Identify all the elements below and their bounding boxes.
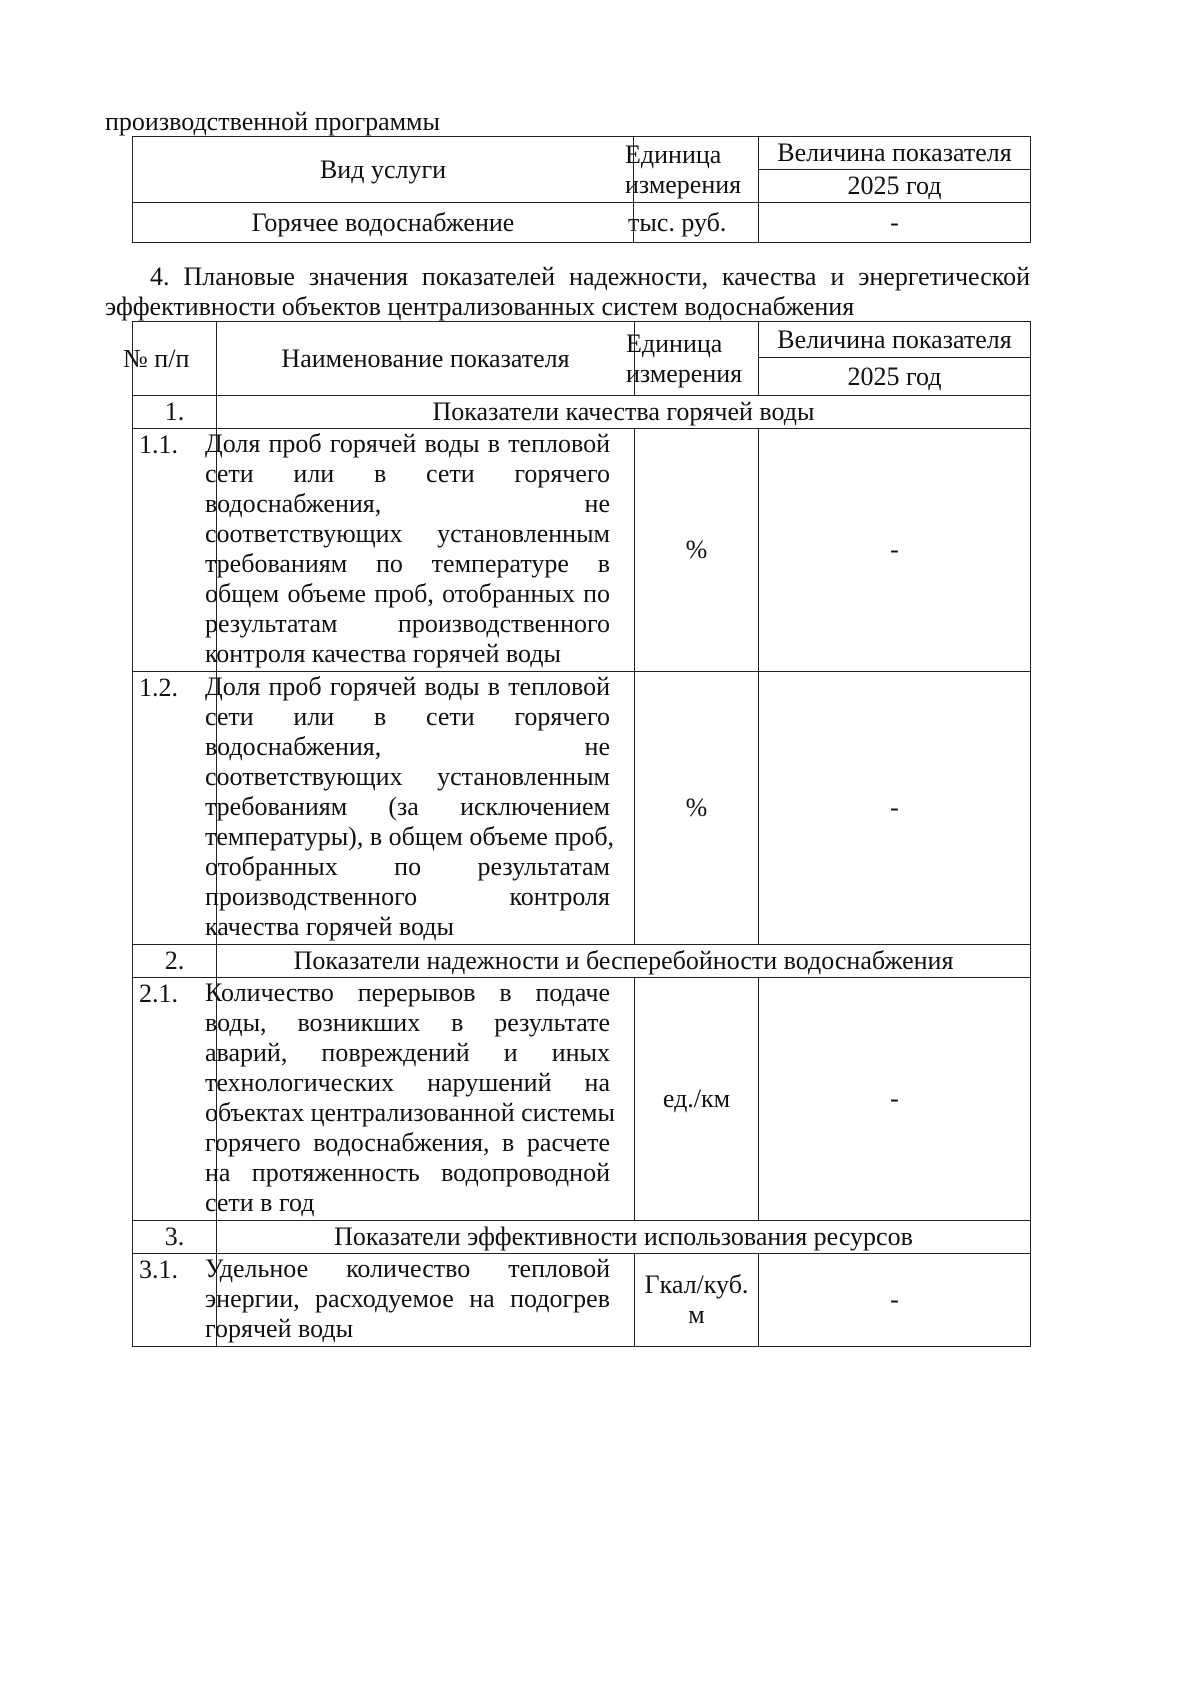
indicator-name-line: на протяженность водопроводной	[205, 1158, 610, 1187]
cell-unit	[628, 203, 759, 243]
group-title: Показатели качества горячей воды	[217, 396, 1031, 429]
indicator-number: 2.1.	[133, 978, 217, 1221]
indicator-name-line: отобранных по результатам	[205, 852, 610, 881]
group-number: 1.	[133, 396, 217, 429]
indicator-value: -	[759, 1254, 1031, 1347]
indicator-name-line: Доля проб горячей воды в тепловой	[205, 672, 610, 701]
indicator-name-line: требованиям по температуре в	[205, 549, 610, 578]
indicator-name-line: технологических нарушений на	[205, 1068, 610, 1097]
indicator-name-line: Доля проб горячей воды в тепловой	[205, 429, 610, 458]
indicator-name-line: температуры), в общем объеме проб,	[205, 822, 615, 851]
indicator-name-line: сети в год	[205, 1188, 315, 1217]
header-value: Величина показателя	[759, 322, 1031, 358]
header-unit-line1: Единица	[625, 139, 722, 169]
header-service: Вид услуги	[133, 137, 634, 203]
header-name: Наименование показателя	[217, 322, 635, 396]
indicators-table	[123, 321, 1031, 1347]
cell-service: Горячее водоснабжение	[133, 203, 634, 243]
indicator-name-line: сети или в сети горячего	[205, 459, 610, 488]
indicator-name-lines	[205, 978, 634, 1218]
indicator-name-lines	[205, 429, 634, 669]
indicator-row	[133, 978, 1031, 1221]
indicator-unit: ед./км	[635, 978, 759, 1221]
header-unit-line1: Единица	[626, 328, 723, 358]
indicator-name-line: соответствующих установленным	[205, 519, 610, 548]
indicator-name-line: результатам производственного	[205, 609, 610, 638]
indicator-name-line: аварий, повреждений и иных	[205, 1038, 610, 1067]
indicator-name-line: воды, возникших в результате	[205, 1008, 610, 1037]
cell-unit-text: тыс. руб.	[628, 207, 727, 237]
indicator-name-line: производственного контроля	[205, 882, 610, 911]
group-title: Показатели надежности и бесперебойности водоснабжения	[217, 945, 1031, 978]
header-year: 2025 год	[759, 358, 1031, 396]
indicator-name-line: общем объеме проб, отобранных по	[205, 579, 610, 608]
header-unit	[626, 322, 759, 396]
indicator-name-line: Количество перерывов в подаче	[205, 978, 610, 1007]
indicator-name-lines	[205, 672, 634, 942]
indicator-name	[205, 978, 635, 1221]
intro-text-tail: производственной программы	[105, 107, 440, 136]
indicator-name-line: качества горячей воды	[205, 912, 454, 941]
indicator-value: -	[759, 429, 1031, 672]
indicator-value: -	[759, 978, 1031, 1221]
indicator-row	[133, 672, 1031, 945]
indicator-number: 3.1.	[133, 1254, 217, 1347]
indicator-unit: %	[635, 672, 759, 945]
group-title: Показатели эффективности использования ресурсов	[217, 1221, 1031, 1254]
indicator-number: 1.2.	[133, 672, 217, 945]
group-row	[133, 945, 1031, 978]
section-4-line1: 4. Плановые значения показателей надежности, качества и энергетической	[150, 262, 1030, 291]
indicator-name	[205, 1254, 635, 1347]
indicator-name-line: горячей воды	[205, 1314, 354, 1343]
header-unit-line2: измерения	[626, 358, 743, 388]
header-unit	[625, 137, 759, 203]
indicator-name-line: водоснабжения, не	[205, 732, 610, 761]
indicator-name-line: водоснабжения, не	[205, 489, 610, 518]
header-unit-line2: измерения	[625, 169, 742, 199]
indicator-name-line: объектах централизованной системы	[205, 1098, 615, 1127]
indicator-name-line: соответствующих установленным	[205, 762, 610, 791]
indicator-name-line: требованиям (за исключением	[205, 792, 610, 821]
indicator-name-line: контроля качества горячей воды	[205, 639, 561, 668]
section-4-heading	[105, 262, 1030, 322]
header-value: Величина показателя	[759, 137, 1031, 170]
group-row	[133, 1221, 1031, 1254]
indicator-row	[133, 429, 1031, 672]
group-number: 3.	[133, 1221, 217, 1254]
group-number: 2.	[133, 945, 217, 978]
indicator-number: 1.1.	[133, 429, 217, 672]
indicators-body	[133, 396, 1031, 1347]
header-num	[123, 322, 217, 396]
indicator-name	[205, 672, 635, 945]
header-num-text: № п/п	[123, 343, 190, 373]
indicator-unit: Гкал/куб. м	[635, 1254, 759, 1347]
group-row	[133, 396, 1031, 429]
indicator-name	[205, 429, 635, 672]
indicator-name-line: энергии, расходуемое на подогрев	[205, 1284, 610, 1313]
indicator-name-line: горячего водоснабжения, в расчете	[205, 1128, 610, 1157]
production-program-table	[132, 136, 1031, 243]
indicator-name-line: Удельное количество тепловой	[205, 1254, 610, 1283]
indicator-unit: %	[635, 429, 759, 672]
cell-value: -	[759, 203, 1031, 243]
indicator-value: -	[759, 672, 1031, 945]
header-year: 2025 год	[759, 170, 1031, 203]
indicator-name-lines	[205, 1254, 634, 1344]
indicator-name-line: сети или в сети горячего	[205, 702, 610, 731]
section-4-line2: эффективности объектов централизованных систем водоснабжения	[105, 292, 855, 321]
indicator-row	[133, 1254, 1031, 1347]
